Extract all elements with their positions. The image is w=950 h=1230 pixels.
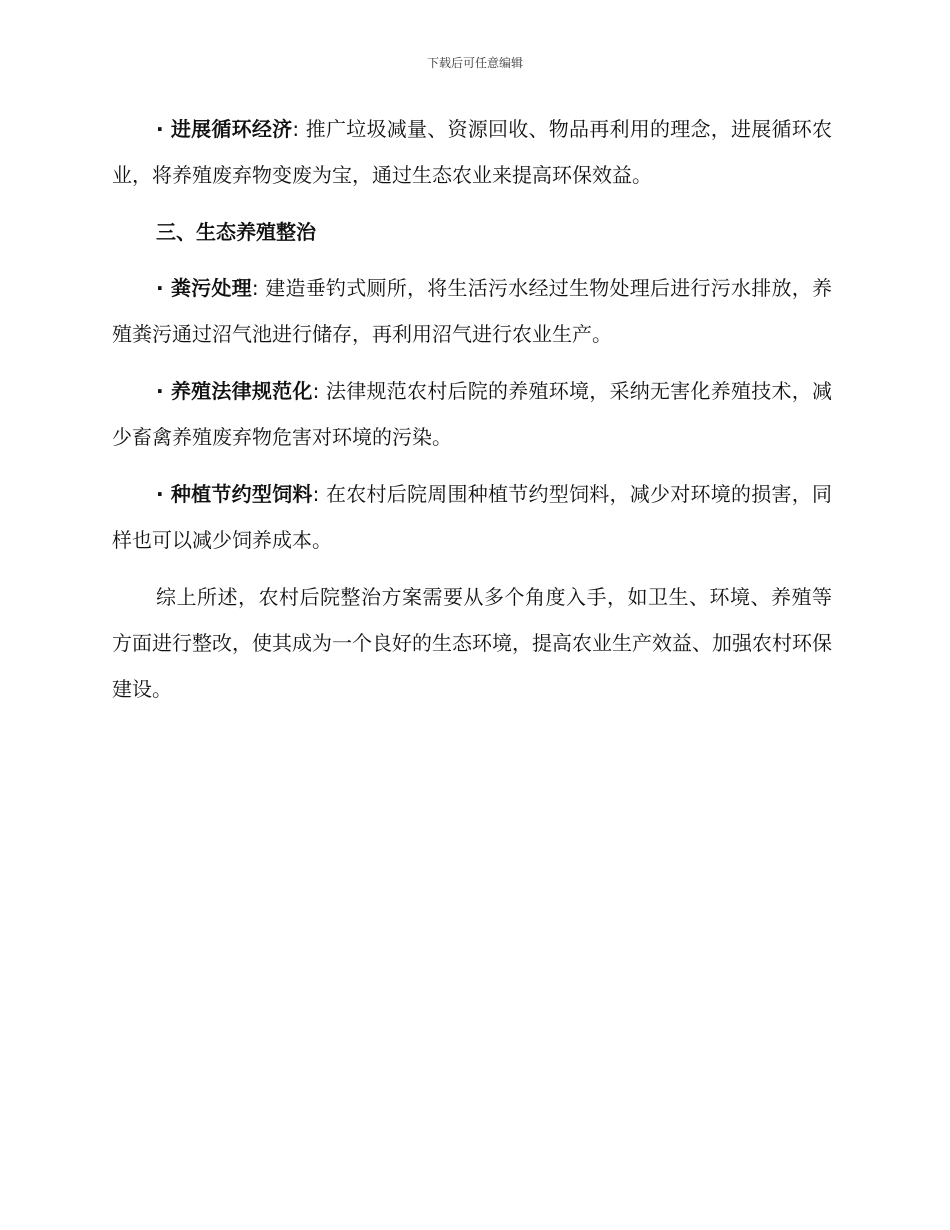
document-body	[112, 106, 832, 723]
colon: :	[312, 379, 326, 403]
paragraph-conclusion: 综上所述，农村后院整治方案需要从多个角度入手，如卫生、环境、养殖等方面进行整改，使其成为一个良好的生态环境，提高农业生产效益、加强农村环保建设。	[112, 585, 832, 701]
paragraph-body: 法律规范农村后院的养殖环境，采纳无害化养殖技术，减少畜禽养殖废弃物危害对环境的污染。	[112, 379, 833, 449]
paragraph-farming-regulation	[112, 368, 832, 460]
paragraph-manure-treatment	[112, 265, 832, 357]
paragraph-saving-feed	[112, 471, 832, 563]
paragraph-body: 在农村后院周围种植节约型饲料，减少对环境的损害，同样也可以减少饲养成本。	[112, 482, 833, 552]
bullet-title-circular-economy: · 进展循环经济	[156, 117, 293, 141]
colon: :	[312, 482, 326, 506]
section-heading-ecological-farming: 三、生态养殖整治	[156, 220, 316, 244]
bullet-title-farming-regulation: · 养殖法律规范化	[156, 379, 313, 403]
colon: :	[251, 276, 266, 300]
bullet-title-manure-treatment: · 粪污处理	[156, 276, 252, 300]
page-header: 下载后可任意编辑	[426, 56, 523, 70]
bullet-title-saving-feed: · 种植节约型饲料	[156, 482, 313, 506]
paragraph-body: 推广垃圾减量、资源回收、物品再利用的理念，进展循环农业，将养殖废弃物变废为宝，通过生态农业来提高环保效益。	[112, 117, 832, 187]
paragraph-body: 建造垂钓式厕所，将生活污水经过生物处理后进行污水排放，养殖粪污通过沼气池进行储存，再利用沼气进行农业生产。	[112, 276, 833, 346]
colon: :	[292, 117, 306, 141]
paragraph-circular-economy	[112, 106, 832, 198]
